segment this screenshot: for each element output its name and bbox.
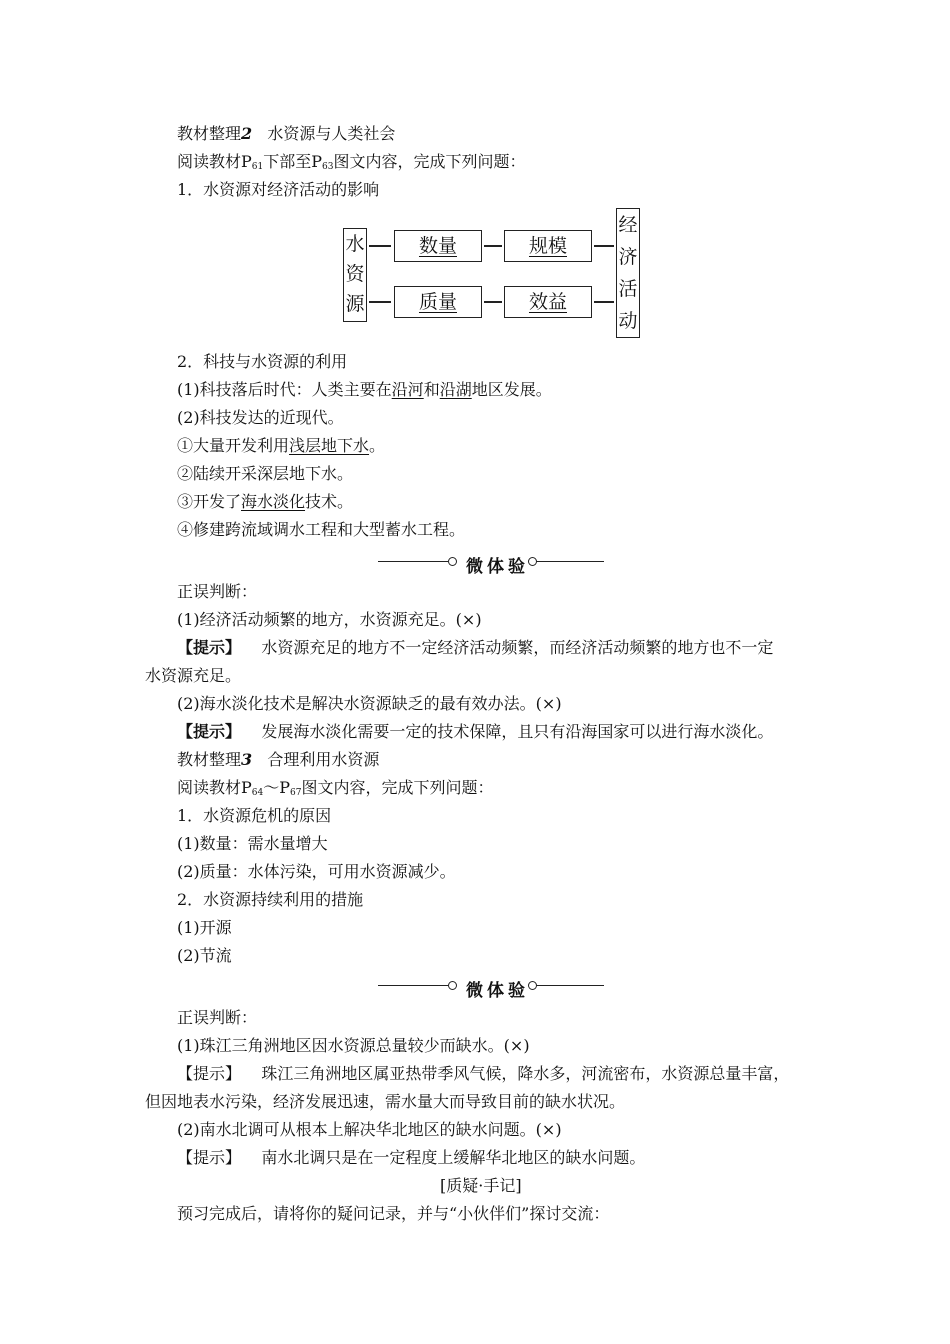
connector-line bbox=[594, 245, 614, 247]
section2-item2-heading: 2．科技与水资源的利用 bbox=[177, 352, 348, 371]
judge-heading: 正误判断： bbox=[177, 1008, 258, 1027]
diagram-quantity-box: 数量 bbox=[394, 230, 482, 262]
judge-hint-1-continued: 但因地表水污染，经济发展迅速，需水量大而导致目前的缺水状况。 bbox=[145, 1092, 626, 1111]
section3-reading-instruction: 阅读教材$P_{64}\sim P_{67}$图文内容，完成下列问题： bbox=[177, 778, 494, 798]
modern-item-1: ①大量开发利用浅层地下水。 bbox=[177, 436, 386, 455]
divider-circle bbox=[448, 981, 457, 990]
judge-heading: 正误判断： bbox=[177, 582, 258, 601]
diagram-scale-box: 规模 bbox=[504, 230, 592, 262]
judge-question-1: (1)经济活动频繁的地方，水资源充足。(×) bbox=[177, 610, 482, 629]
tech-backward-era: (1)科技落后时代：人类主要在沿河和沿湖地区发展。 bbox=[177, 380, 552, 399]
judge-hint-1: 【提示】 水资源充足的地方不一定经济活动频繁，而经济活动频繁的地方也不一定 bbox=[177, 638, 774, 657]
micro-experience-divider bbox=[378, 552, 608, 577]
connector-line bbox=[369, 301, 391, 303]
connector-line bbox=[484, 245, 502, 247]
modern-item-4: ④修建跨流域调水工程和大型蓄水工程。 bbox=[177, 520, 466, 539]
diagram-water-resource-box bbox=[343, 228, 367, 322]
diagram-right-char: 济 bbox=[618, 246, 638, 268]
crisis-cause-quantity: (1)数量：需水量增大 bbox=[177, 834, 328, 853]
diagram-left-char: 源 bbox=[345, 293, 365, 315]
connector-line bbox=[594, 301, 614, 303]
diagram-economic-activity-box bbox=[616, 208, 640, 338]
measure-open-source: (1)开源 bbox=[177, 918, 232, 937]
judge-question-2: (2)南水北调可从根本上解决华北地区的缺水问题。(×) bbox=[177, 1120, 562, 1139]
divider-circle bbox=[448, 557, 457, 566]
modern-item-3: ③开发了海水淡化技术。 bbox=[177, 492, 354, 511]
tech-modern-era: (2)科技发达的近现代。 bbox=[177, 408, 344, 427]
diagram-left-char: 水 bbox=[345, 233, 365, 255]
section3-item2-heading: 2．水资源持续利用的措施 bbox=[177, 890, 364, 909]
divider-rule bbox=[536, 561, 604, 562]
connector-line bbox=[369, 245, 391, 247]
divider-rule bbox=[378, 561, 448, 562]
diagram-benefit-box: 效益 bbox=[504, 286, 592, 318]
judge-hint-2: 【提示】 南水北调只是在一定程度上缓解华北地区的缺水问题。 bbox=[177, 1148, 646, 1167]
connector-line bbox=[484, 301, 502, 303]
divider-label: 微体验 bbox=[466, 557, 529, 577]
micro-experience-divider bbox=[378, 976, 608, 1001]
judge-question-2: (2)海水淡化技术是解决水资源缺乏的最有效办法。(×) bbox=[177, 694, 562, 713]
diagram-right-char: 活 bbox=[618, 278, 638, 300]
divider-rule bbox=[536, 985, 604, 986]
judge-question-1: (1)珠江三角洲地区因水资源总量较少而缺水。(×) bbox=[177, 1036, 530, 1055]
judge-hint-1: 【提示】 珠江三角洲地区属亚热带季风气候，降水多，河流密布，水资源总量丰富， bbox=[177, 1064, 790, 1083]
diagram-quality-box: 质量 bbox=[394, 286, 482, 318]
section2-reading-instruction: 阅读教材$P_{61}$下部至$P_{63}$图文内容，完成下列问题： bbox=[177, 152, 526, 172]
modern-item-2: ②陆续开采深层地下水。 bbox=[177, 464, 354, 483]
notes-title: [质疑·手记] bbox=[440, 1176, 522, 1195]
judge-hint-2: 【提示】 发展海水淡化需要一定的技术保障，且只有沿海国家可以进行海水淡化。 bbox=[177, 722, 774, 741]
section2-item1-heading: 1．水资源对经济活动的影响 bbox=[177, 180, 380, 199]
diagram-right-char: 经 bbox=[618, 214, 638, 236]
measure-save-water: (2)节流 bbox=[177, 946, 232, 965]
diagram-left-char: 资 bbox=[345, 263, 365, 285]
judge-hint-1-continued: 水资源充足。 bbox=[145, 666, 242, 685]
section3-title: 教材整理3 合理利用水资源 bbox=[177, 750, 380, 769]
notes-instruction: 预习完成后，请将你的疑问记录，并与“小伙伴们”探讨交流： bbox=[177, 1204, 610, 1223]
divider-rule bbox=[378, 985, 448, 986]
divider-label: 微体验 bbox=[466, 981, 529, 1001]
crisis-cause-quality: (2)质量：水体污染，可用水资源减少。 bbox=[177, 862, 456, 881]
section2-title: 教材整理2 水资源与人类社会 bbox=[177, 124, 396, 143]
section3-item1-heading: 1．水资源危机的原因 bbox=[177, 806, 332, 825]
diagram-right-char: 动 bbox=[618, 310, 638, 332]
